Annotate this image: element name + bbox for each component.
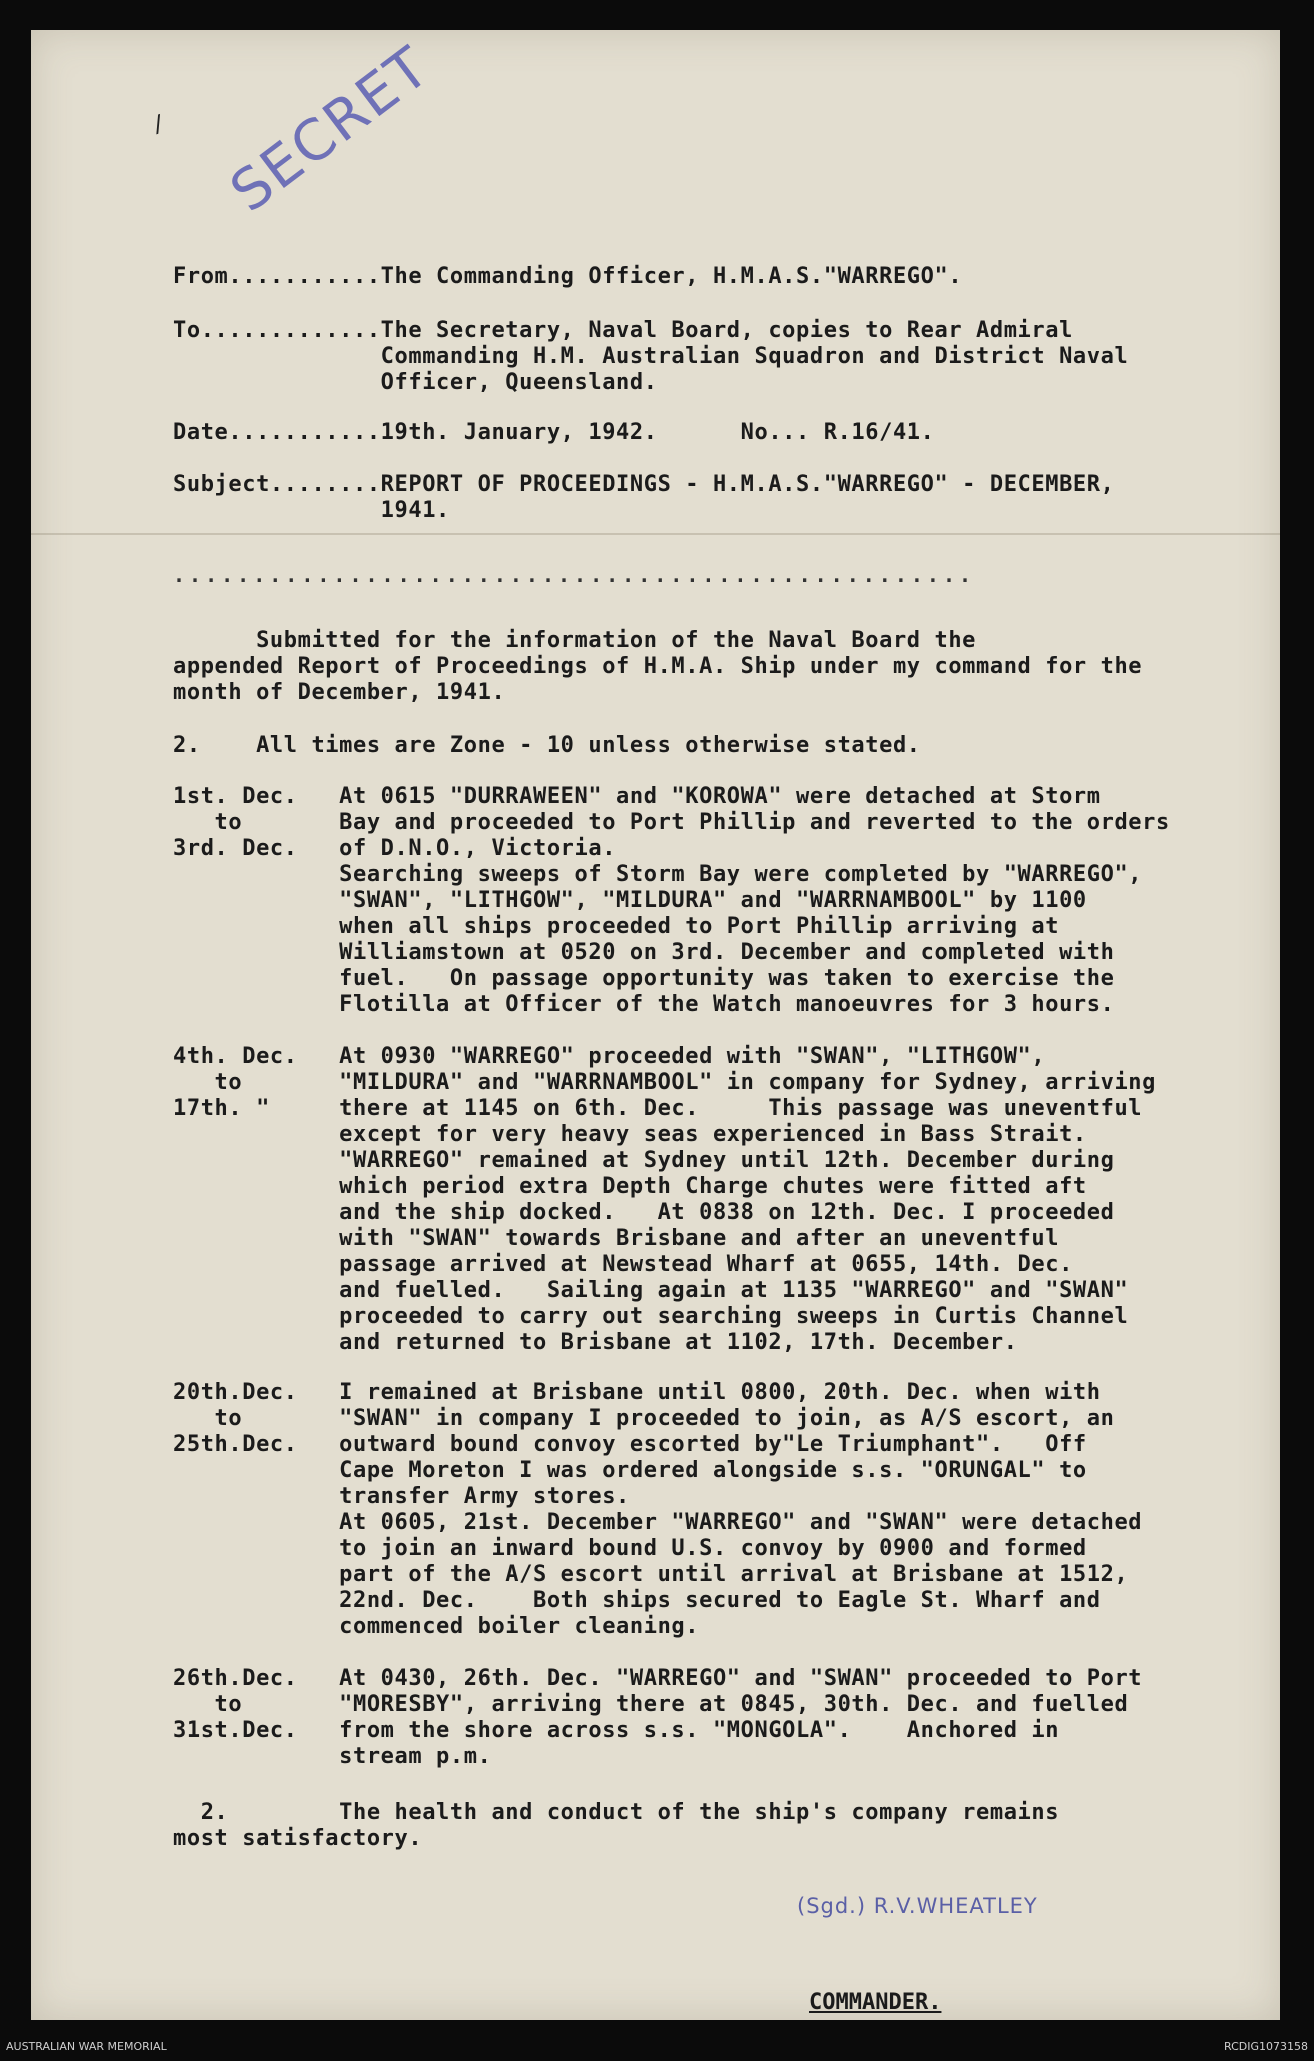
intro-line: month of December, 1941. <box>173 680 506 705</box>
paragraph-2: 2. All times are Zone - 10 unless otherwise stated. <box>173 733 921 758</box>
report-entry-line: 26th.Dec. At 0430, 26th. Dec. "WARREGO" and "SWAN" proceeded to Port <box>173 1666 1143 1691</box>
report-entry-line: 22nd. Dec. Both ships secured to Eagle St. Wharf and <box>173 1588 1101 1613</box>
report-entry-line: 3rd. Dec. of D.N.O., Victoria. <box>173 836 617 861</box>
report-entry-line: 31st.Dec. from the shore across s.s. "MONGOLA". Anchored in <box>173 1718 1060 1743</box>
to-line: To.............The Secretary, Naval Board, copies to Rear Admiral <box>173 318 1073 343</box>
report-entry-line: to "MORESBY", arriving there at 0845, 30th. Dec. and fuelled <box>173 1692 1129 1717</box>
report-entry-line: fuel. On passage opportunity was taken to exercise the <box>173 966 1115 991</box>
signatory-title: COMMANDER. <box>809 1990 942 2015</box>
report-entry-line: and fuelled. Sailing again at 1135 "WARREGO" and "SWAN" <box>173 1278 1129 1303</box>
closing-line: most satisfactory. <box>173 1826 423 1851</box>
report-entry-line: except for very heavy seas experienced in Bass Strait. <box>173 1122 1087 1147</box>
report-entry-line: 20th.Dec. I remained at Brisbane until 0800, 20th. Dec. when with <box>173 1380 1101 1405</box>
separator-dots: .................................................. <box>173 563 976 587</box>
report-entry-line: 4th. Dec. At 0930 "WARREGO" proceeded with "SWAN", "LITHGOW", <box>173 1044 1046 1069</box>
to-line: Commanding H.M. Australian Squadron and District Naval <box>173 344 1129 369</box>
report-entry-line: to Bay and proceeded to Port Phillip and reverted to the orders <box>173 810 1170 835</box>
report-entry-line: part of the A/S escort until arrival at Brisbane at 1512, <box>173 1562 1129 1587</box>
from-line: From...........The Commanding Officer, H.M.A.S."WARREGO". <box>173 264 963 289</box>
report-entry-line: and the ship docked. At 0838 on 12th. Dec. I proceeded <box>173 1200 1115 1225</box>
report-entry-line: to "SWAN" in company I proceeded to join, as A/S escort, an <box>173 1406 1115 1431</box>
signature: (Sgd.) R.V.WHEATLEY <box>797 1894 1038 1918</box>
report-entry-line: "SWAN", "LITHGOW", "MILDURA" and "WARRNAMBOOL" by 1100 <box>173 888 1087 913</box>
intro-line: Submitted for the information of the Naval Board the <box>173 628 977 653</box>
report-entry-line: Searching sweeps of Storm Bay were completed by "WARREGO", <box>173 862 1143 887</box>
report-entry-line: Williamstown at 0520 on 3rd. December and completed with <box>173 940 1115 965</box>
report-entry-line: 25th.Dec. outward bound convoy escorted by"Le Triumphant". Off <box>173 1432 1087 1457</box>
report-entry-line: "WARREGO" remained at Sydney until 12th. December during <box>173 1148 1115 1173</box>
secret-stamp: SECRET <box>218 34 443 226</box>
report-entry-line: passage arrived at Newstead Wharf at 0655, 14th. Dec. <box>173 1252 1073 1277</box>
report-entry-line: proceeded to carry out searching sweeps in Curtis Channel <box>173 1304 1129 1329</box>
report-entry-line: and returned to Brisbane at 1102, 17th. December. <box>173 1330 1018 1355</box>
subject-line: 1941. <box>173 498 450 523</box>
date-line: Date...........19th. January, 1942. No... R.16/41. <box>173 420 935 445</box>
report-entry-line: 17th. " there at 1145 on 6th. Dec. This passage was uneventful <box>173 1096 1143 1121</box>
report-entry-line: At 0605, 21st. December "WARREGO" and "SWAN" were detached <box>173 1510 1143 1535</box>
report-entry-line: to join an inward bound U.S. convoy by 0900 and formed <box>173 1536 1087 1561</box>
closing-line: 2. The health and conduct of the ship's company remains <box>173 1800 1060 1825</box>
fold-line <box>31 533 1280 535</box>
pencil-mark: / <box>148 110 170 139</box>
report-entry-line: to "MILDURA" and "WARRNAMBOOL" in company for Sydney, arriving <box>173 1070 1157 1095</box>
footer-archive: AUSTRALIAN WAR MEMORIAL <box>6 2040 167 2053</box>
subject-line: Subject........REPORT OF PROCEEDINGS - H.M.A.S."WARREGO" - DECEMBER, <box>173 472 1115 497</box>
report-entry-line: Flotilla at Officer of the Watch manoeuvres for 3 hours. <box>173 992 1115 1017</box>
report-entry-line: 1st. Dec. At 0615 "DURRAWEEN" and "KOROWA" were detached at Storm <box>173 784 1101 809</box>
report-entry-line: commenced boiler cleaning. <box>173 1614 700 1639</box>
footer-id: RCDIG1073158 <box>1223 2040 1308 2053</box>
to-line: Officer, Queensland. <box>173 370 658 395</box>
report-entry-line: stream p.m. <box>173 1744 492 1769</box>
report-entry-line: Cape Moreton I was ordered alongside s.s. "ORUNGAL" to <box>173 1458 1087 1483</box>
report-entry-line: which period extra Depth Charge chutes were fitted aft <box>173 1174 1087 1199</box>
intro-line: appended Report of Proceedings of H.M.A. Ship under my command for the <box>173 654 1143 679</box>
report-entry-line: transfer Army stores. <box>173 1484 630 1509</box>
report-entry-line: when all ships proceeded to Port Phillip arriving at <box>173 914 1060 939</box>
report-entry-line: with "SWAN" towards Brisbane and after an uneventful <box>173 1226 1060 1251</box>
